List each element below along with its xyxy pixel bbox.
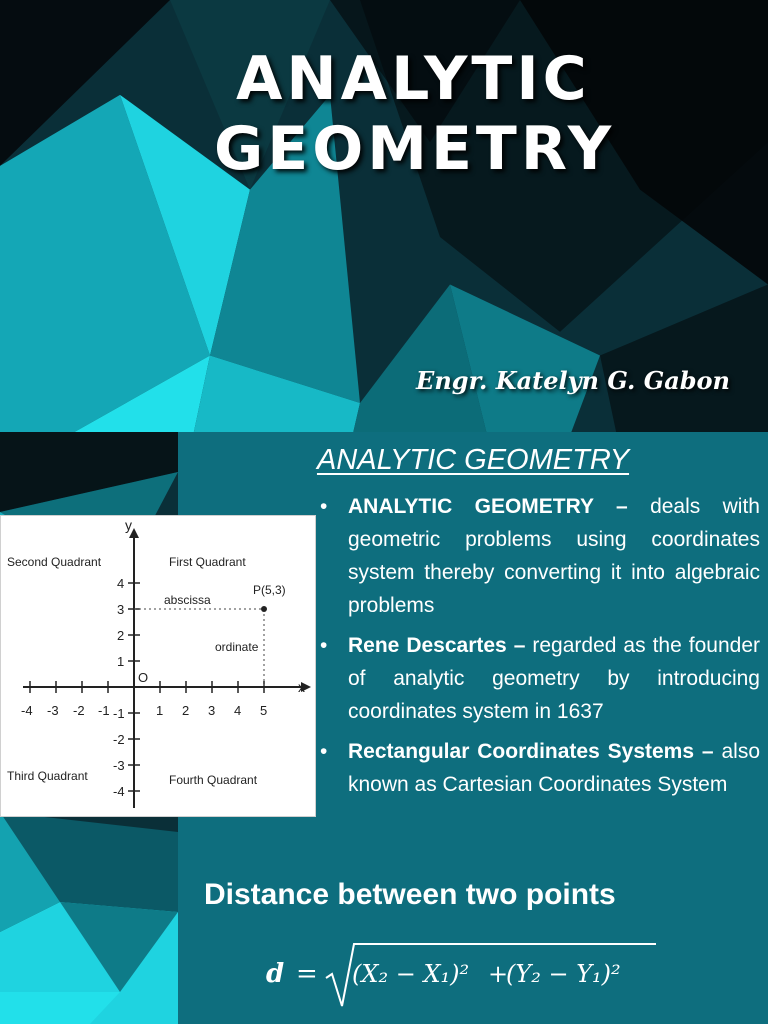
bullet-term: ANALYTIC GEOMETRY – bbox=[348, 495, 628, 518]
content-heading: ANALYTIC GEOMETRY bbox=[316, 444, 630, 476]
content-slide bbox=[0, 432, 768, 1024]
first-quadrant-label: First Quadrant bbox=[169, 555, 246, 569]
bullet-term: Rectangular Coordinates Systems – bbox=[348, 740, 714, 763]
x-tick-label: -2 bbox=[73, 703, 85, 718]
fourth-quadrant-label: Fourth Quadrant bbox=[169, 773, 258, 787]
distance-title: Distance between two points bbox=[204, 878, 616, 911]
y-tick-label: -4 bbox=[113, 784, 125, 799]
bullet-dot-icon: • bbox=[320, 495, 328, 518]
formula-term-x: (X₂ − X₁)² bbox=[352, 960, 470, 988]
formula-lhs: d bbox=[266, 959, 285, 989]
y-tick-label: 2 bbox=[117, 628, 125, 643]
bullet-item bbox=[318, 490, 760, 622]
origin-label: O bbox=[138, 670, 149, 685]
x-tick-label: -3 bbox=[47, 703, 59, 718]
x-tick-label: -4 bbox=[21, 703, 33, 718]
x-tick-label: 2 bbox=[182, 703, 190, 718]
x-tick-label: 3 bbox=[208, 703, 216, 718]
y-tick-label: 1 bbox=[117, 654, 125, 669]
formula-equals: = bbox=[296, 959, 318, 989]
title-line-1: ANALYTIC bbox=[236, 44, 591, 114]
x-tick-label: -1 bbox=[98, 703, 110, 718]
y-tick-label: 4 bbox=[117, 576, 125, 591]
formula-term-y: (Y₂ − Y₁)² bbox=[506, 960, 621, 988]
bullet-dot-icon: • bbox=[320, 740, 328, 763]
abscissa-label: abscissa bbox=[164, 593, 211, 607]
second-quadrant-label: Second Quadrant bbox=[7, 555, 102, 569]
distance-formula bbox=[266, 940, 686, 1010]
bullet-text: also known as Cartesian Coordinates System bbox=[348, 740, 760, 796]
third-quadrant-label: Third Quadrant bbox=[7, 769, 88, 783]
bullet-text: regarded as the founder of analytic geometry by introducing coordinates system in 1637 bbox=[348, 634, 760, 723]
x-tick-label: 1 bbox=[156, 703, 164, 718]
point-p bbox=[261, 606, 267, 612]
author-name: Engr. Katelyn G. Gabon bbox=[416, 366, 730, 395]
x-tick-label: 5 bbox=[260, 703, 268, 718]
bullet-term: Rene Descartes – bbox=[348, 634, 526, 657]
title-line-2: GEOMETRY bbox=[214, 114, 616, 184]
x-axis-label: x bbox=[298, 679, 305, 695]
ordinate-label: ordinate bbox=[215, 640, 259, 654]
x-tick-label: 4 bbox=[234, 703, 242, 718]
bullet-dot-icon: • bbox=[320, 634, 328, 657]
y-tick-label: -3 bbox=[113, 758, 125, 773]
y-tick-label: -2 bbox=[113, 732, 125, 747]
bullet-text: deals with geometric problems using coordinates system thereby converting it into algebraic problems bbox=[348, 495, 760, 617]
point-label: P(5,3) bbox=[253, 583, 286, 597]
y-tick-label: -1 bbox=[113, 706, 125, 721]
distance-formula-svg bbox=[266, 940, 686, 1010]
formula-plus: + bbox=[488, 960, 509, 988]
y-tick-label: 3 bbox=[117, 602, 125, 617]
coordinate-graph bbox=[0, 515, 316, 817]
coordinate-graph-svg bbox=[1, 516, 315, 816]
bullet-item bbox=[318, 735, 760, 801]
bullet-list bbox=[318, 490, 760, 808]
bullet-item bbox=[318, 629, 760, 728]
title-slide bbox=[0, 0, 768, 432]
y-axis-label: y bbox=[125, 517, 132, 533]
